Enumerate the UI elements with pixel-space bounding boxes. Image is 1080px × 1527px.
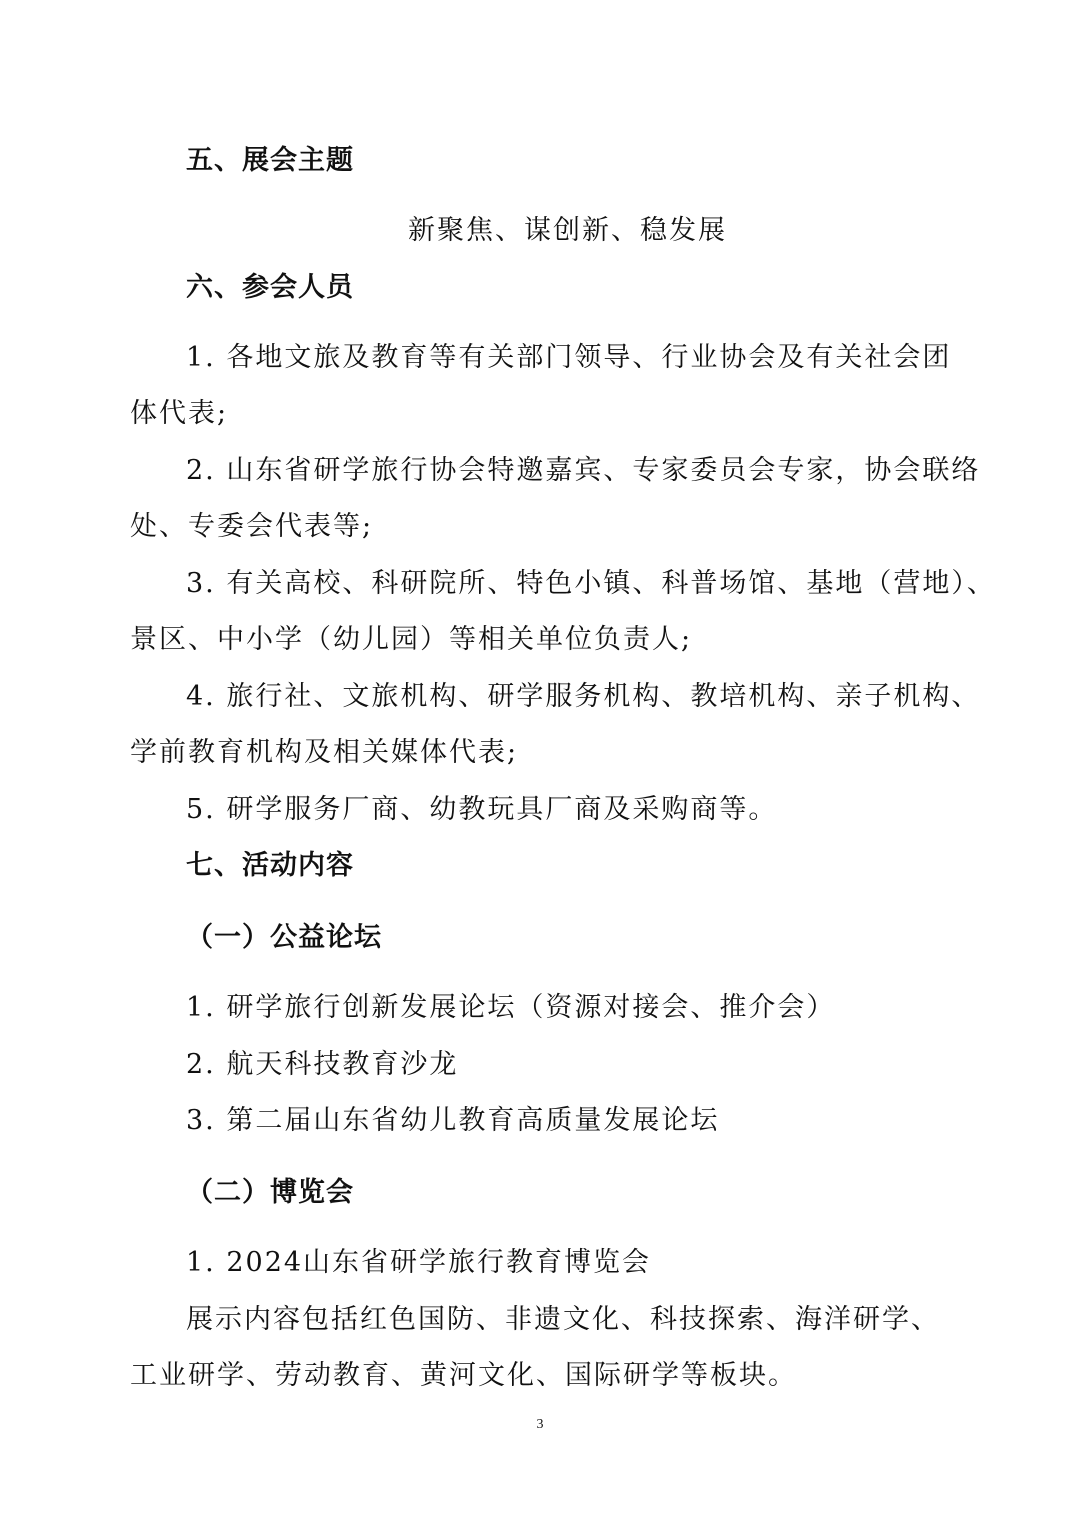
expo-description-line1: 展示内容包括红色国防、非遗文化、科技探索、海洋研学、 <box>186 1304 940 1335</box>
attendee-item-2-line2: 处、专委会代表等; <box>130 511 374 542</box>
attendee-item-4-line1: 4. 旅行社、文旅机构、研学服务机构、教培机构、亲子机构、 <box>186 681 981 712</box>
attendee-item-1-line2: 体代表; <box>130 398 229 429</box>
attendee-item-1-line1: 1. 各地文旅及教育等有关部门领导、行业协会及有关社会团 <box>186 342 952 373</box>
forum-item-3: 3. 第二届山东省幼儿教育高质量发展论坛 <box>186 1105 720 1136</box>
attendee-item-5: 5. 研学服务厂商、幼教玩具厂商及采购商等。 <box>186 794 778 825</box>
subsection-expo-title: （二）博览会 <box>186 1177 354 1208</box>
subsection-forum-title: （一）公益论坛 <box>186 922 382 953</box>
attendee-item-2-line1: 2. 山东省研学旅行协会特邀嘉宾、专家委员会专家，协会联络 <box>186 455 981 486</box>
expo-description-line2: 工业研学、劳动教育、黄河文化、国际研学等板块。 <box>130 1360 797 1391</box>
page-number: 3 <box>536 1417 544 1432</box>
attendee-item-4-line2: 学前教育机构及相关媒体代表; <box>130 737 519 768</box>
attendee-item-3-line1: 3. 有关高校、科研院所、特色小镇、科普场馆、基地（营地）、 <box>186 568 996 599</box>
section-7-title: 七、活动内容 <box>186 850 354 881</box>
exhibition-theme: 新聚焦、谋创新、稳发展 <box>408 215 727 246</box>
forum-item-1: 1. 研学旅行创新发展论坛（资源对接会、推介会） <box>186 992 836 1023</box>
forum-item-2: 2. 航天科技教育沙龙 <box>186 1049 459 1080</box>
section-5-title: 五、展会主题 <box>186 145 354 176</box>
expo-item-1: 1. 2024山东省研学旅行教育博览会 <box>186 1247 652 1278</box>
section-6-title: 六、参会人员 <box>186 272 354 303</box>
attendee-item-3-line2: 景区、中小学（幼儿园）等相关单位负责人; <box>130 624 693 655</box>
